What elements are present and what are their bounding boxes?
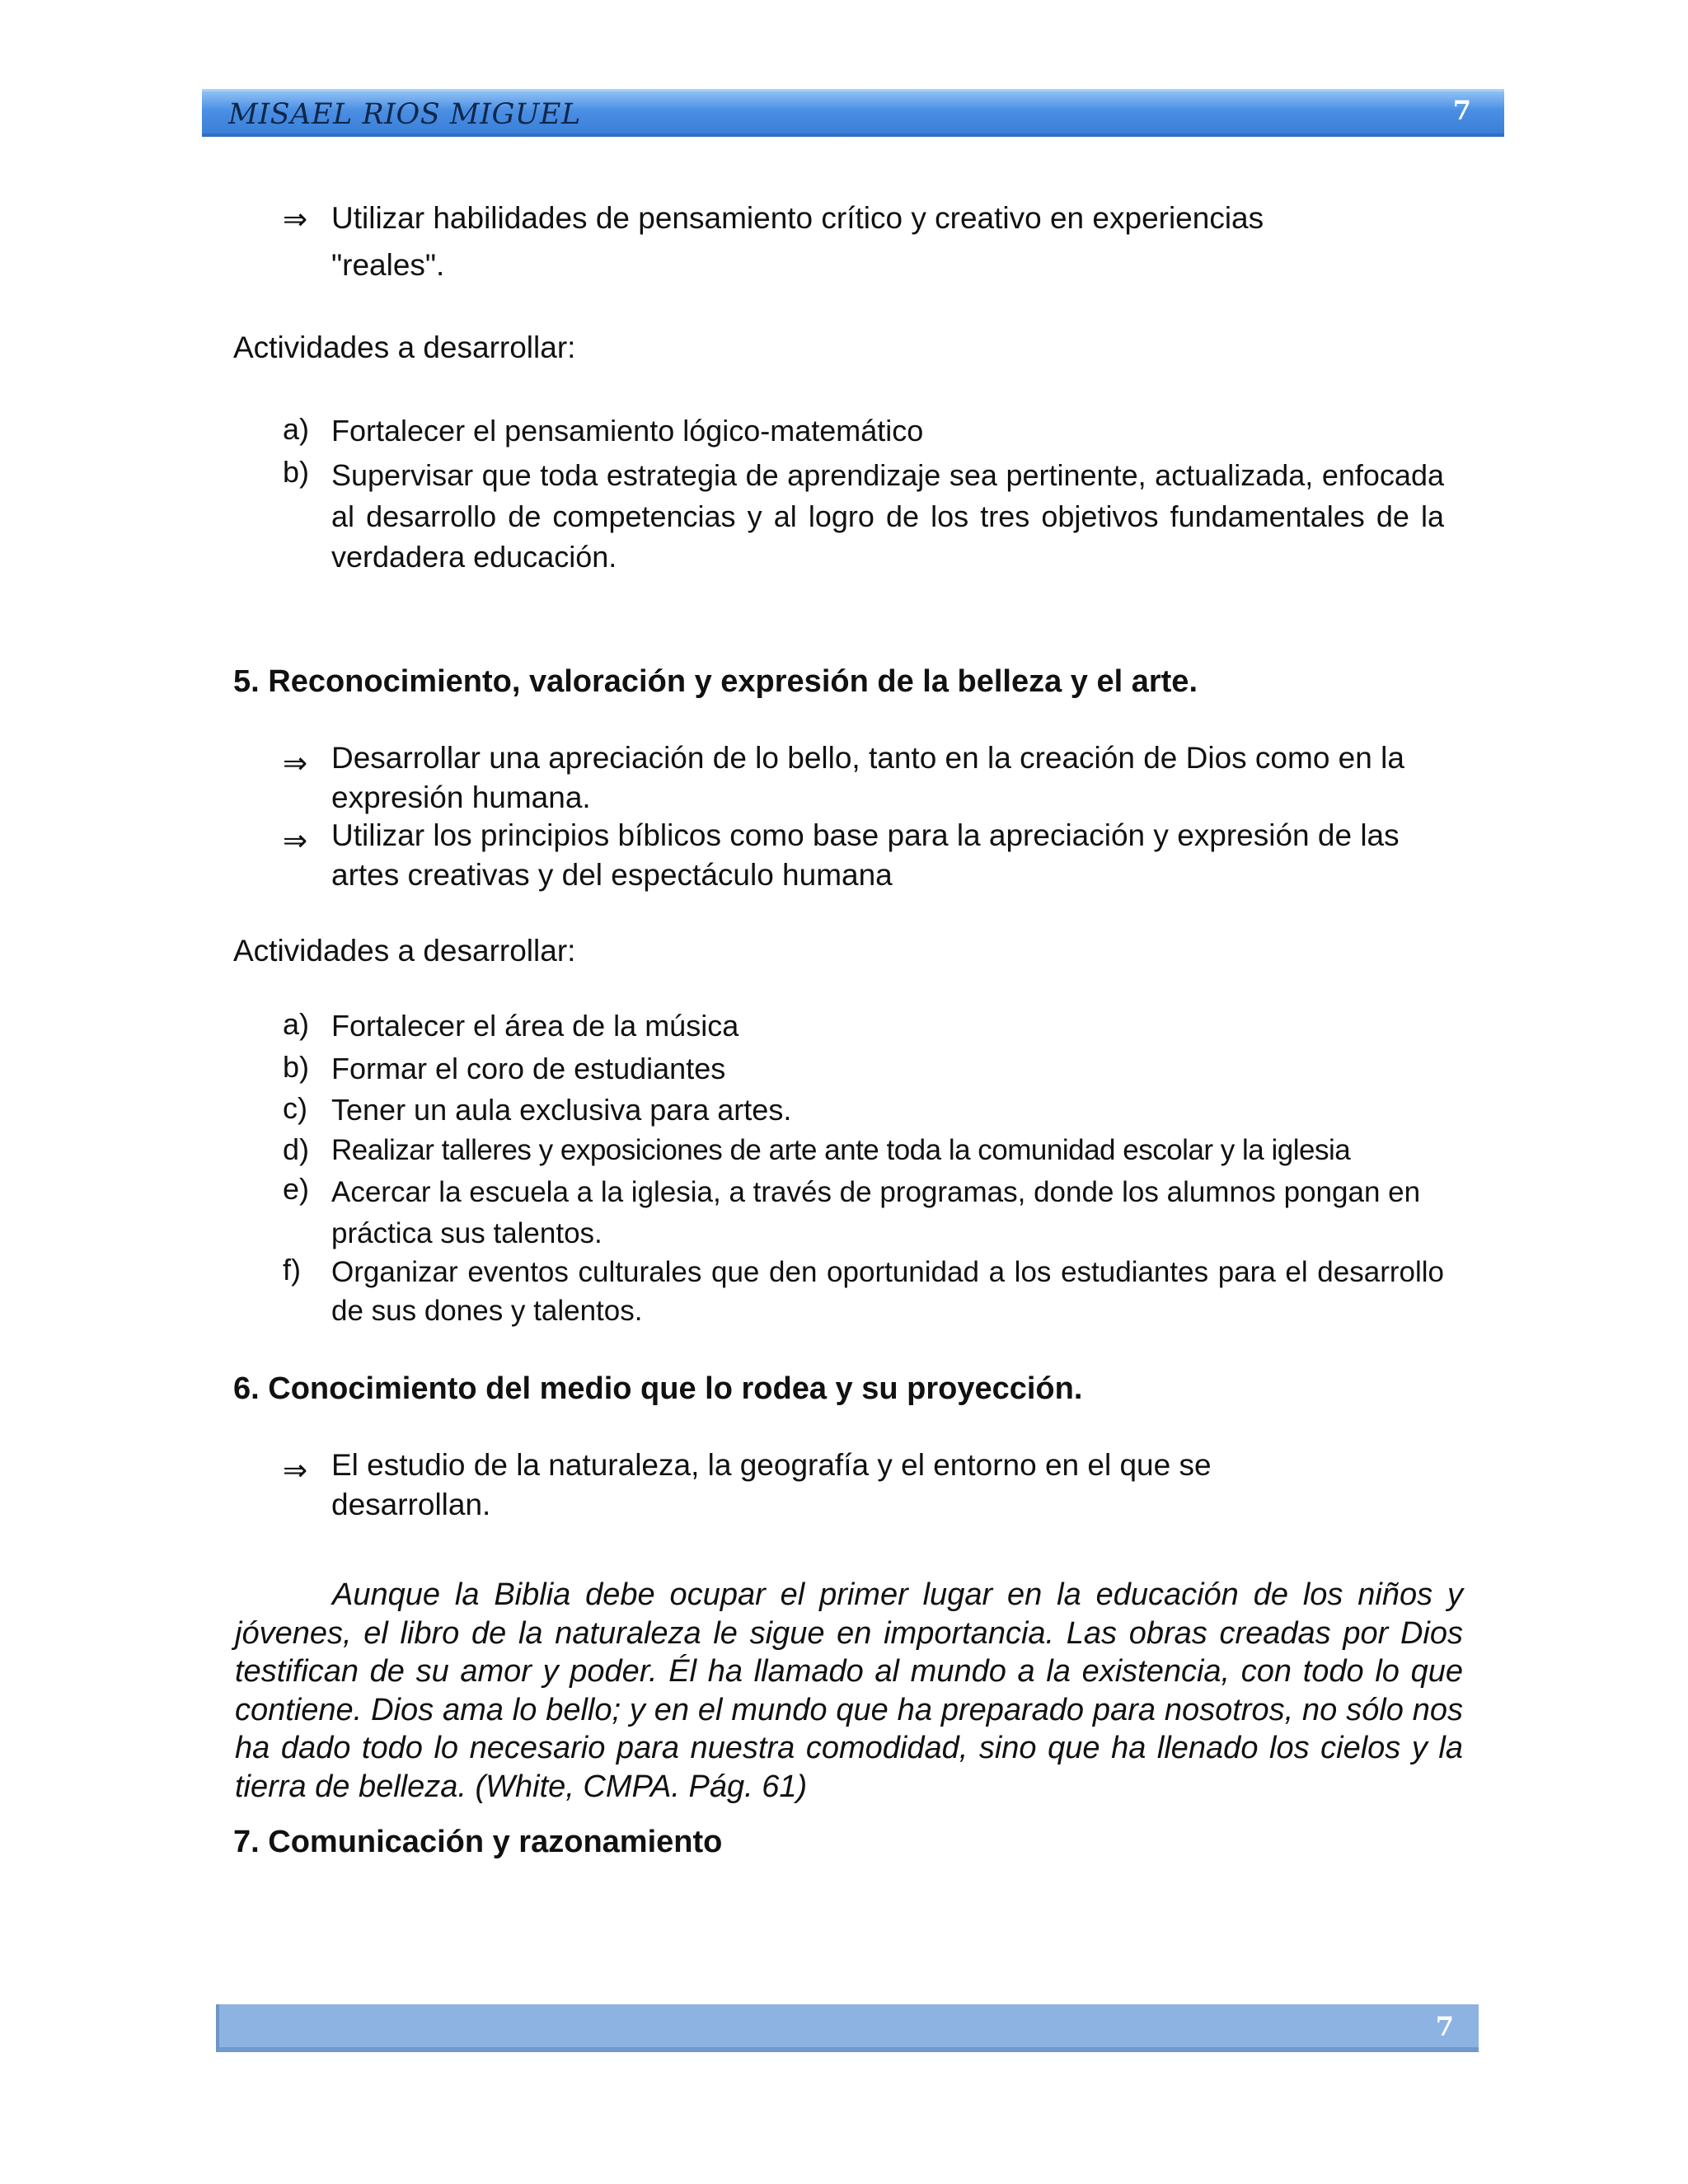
section5-activity-b-marker: b) (283, 1050, 310, 1084)
section6-heading: 6. Conocimiento del medio que lo rodea y su proyección. (233, 1371, 1083, 1406)
section5-activity-e-marker: e) (283, 1172, 310, 1206)
section5-activity-d-marker: d) (283, 1132, 310, 1166)
footer-page-number: 7 (1435, 2011, 1454, 2042)
intro-bullet-text: Utilizar habilidades de pensamiento crítico y creativo en experiencias "reales". (331, 201, 1264, 282)
section5-activities-label: Actividades a desarrollar: (233, 934, 576, 968)
section5-bullet-2: Utilizar los principios bíblicos como base para la apreciación y expresión de las artes creativas y del espectáculo humana (331, 818, 1400, 892)
page-header (202, 89, 1504, 137)
intro-activity-b-text: Supervisar que toda estrategia de aprendizaje sea pertinente, actualizada, enfocada al desarrollo de competencias y al logro de los tres objetivos fundamentales de la verdadera educación. (331, 458, 1444, 574)
intro-activity-a-marker: a) (283, 412, 310, 446)
section5-heading: 5. Reconocimiento, valoración y expresión de la belleza y el arte. (233, 664, 1198, 699)
section6-quote: Aunque la Biblia debe ocupar el primer lugar en la educación de los niños y jóvenes, el libro de la naturaleza le sigue en importancia. Las obras creadas por Dios testifican de su amor y poder. Él ha llamado al mundo a la existencia, con todo lo que contiene. Dios ama lo bello; y en el mundo que ha preparado para nosotros, no sólo nos ha dado todo lo necesario para nuestra comodidad, sino que ha llenado los cielos y la tierra de belleza. (White, CMPA. Pág. 61) (235, 1577, 1463, 1804)
intro-activity-b-marker: b) (283, 455, 310, 489)
arrow-bullet-icon: ⇒ (283, 1454, 308, 1488)
section7-heading: 7. Comunicación y razonamiento (233, 1825, 723, 1859)
section5-activity-a-text: Fortalecer el área de la música (331, 1009, 739, 1043)
section5-activity-e-text: Acercar la escuela a la iglesia, a través de programas, donde los alumnos pongan en práctica sus talentos. (331, 1176, 1421, 1249)
arrow-bullet-icon: ⇒ (283, 203, 308, 237)
section5-activity-c-marker: c) (283, 1091, 307, 1125)
section6-bullet: El estudio de la naturaleza, la geografía y el entorno en el que se desarrollan. (331, 1448, 1212, 1521)
section5-bullet-1: Desarrollar una apreciación de lo bello, tanto en la creación de Dios como en la expresión humana. (331, 741, 1404, 814)
section5-activity-d-text: Realizar talleres y exposiciones de arte ante toda la comunidad escolar y la iglesia (331, 1134, 1351, 1166)
section5-activity-f-text: Organizar eventos culturales que den oportunidad a los estudiantes para el desarrollo de sus dones y talentos. (331, 1256, 1444, 1327)
intro-activities-label: Actividades a desarrollar: (233, 330, 576, 364)
intro-activity-a-text: Fortalecer el pensamiento lógico-matemático (331, 414, 924, 448)
header-page-number: 7 (1452, 95, 1471, 126)
section5-activity-a-marker: a) (283, 1007, 310, 1041)
page-footer (216, 2004, 1479, 2052)
arrow-bullet-icon: ⇒ (283, 747, 308, 780)
section5-activity-b-text: Formar el coro de estudiantes (331, 1052, 726, 1085)
arrow-bullet-icon: ⇒ (283, 824, 308, 858)
header-author: MISAEL RIOS MIGUEL (228, 98, 581, 131)
section5-activity-c-text: Tener un aula exclusiva para artes. (331, 1093, 792, 1127)
section5-activity-f-marker: f) (283, 1253, 301, 1286)
